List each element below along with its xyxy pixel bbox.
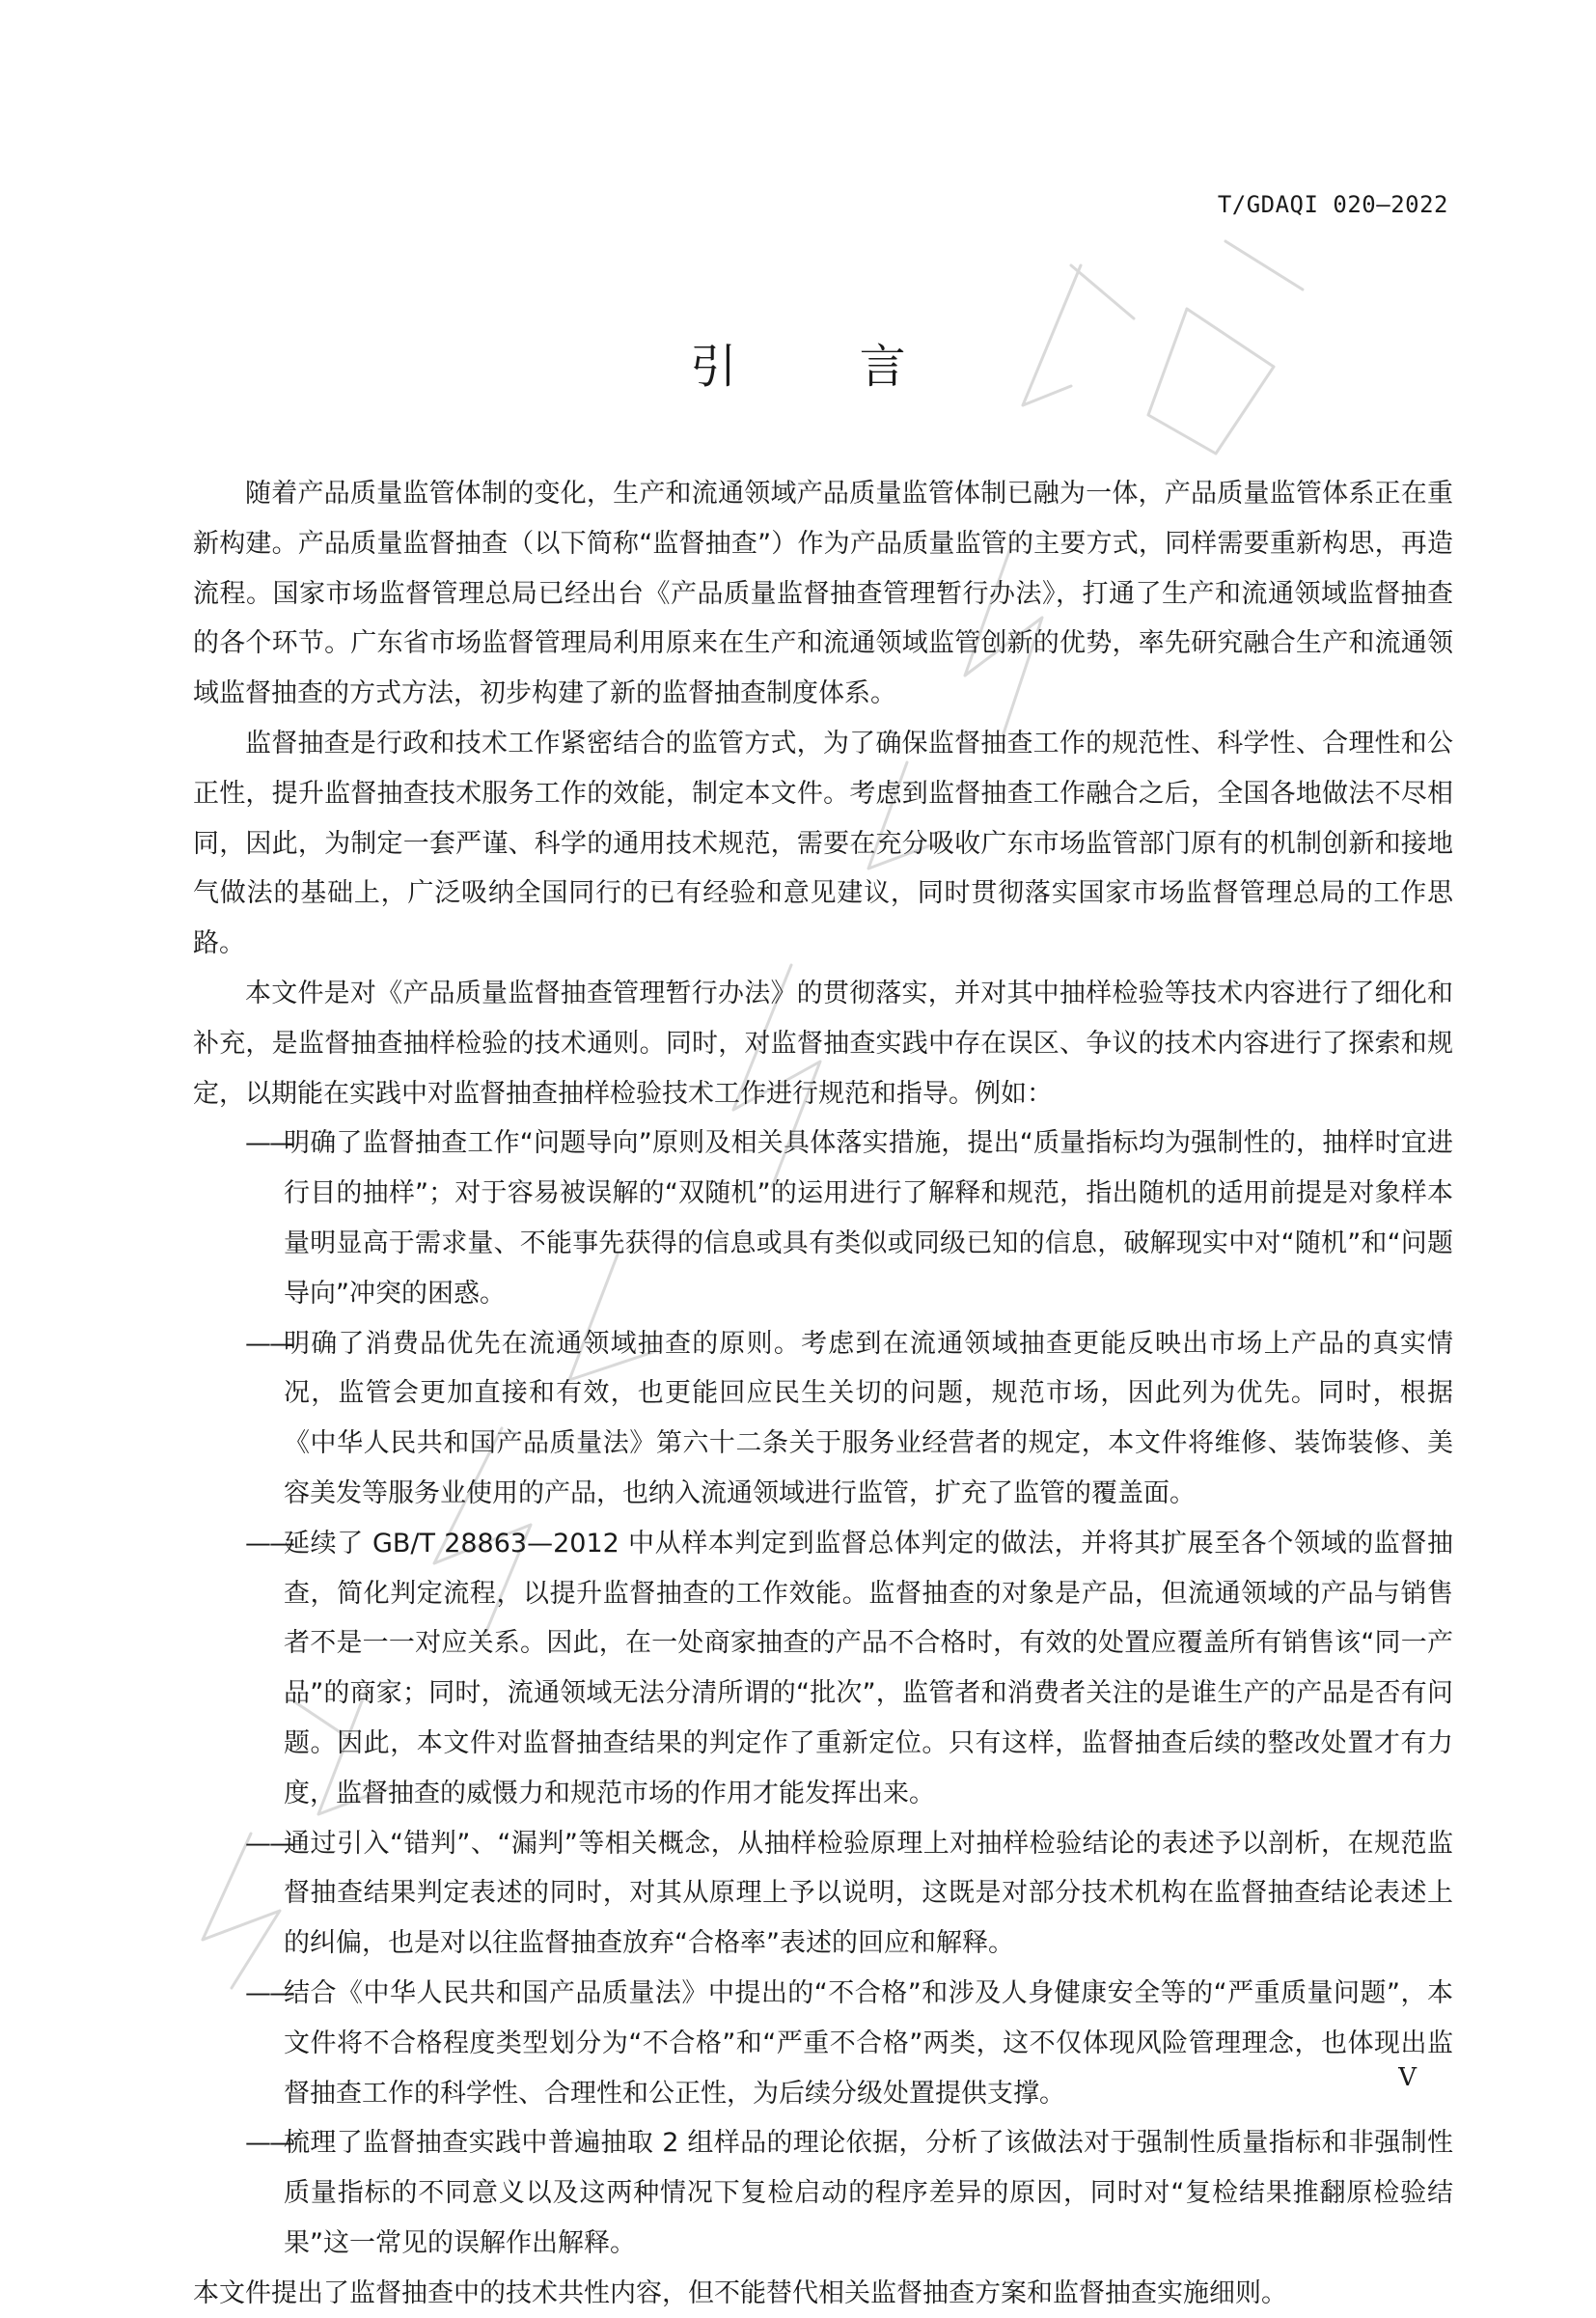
document-code: T/GDAQI 020—2022	[1217, 191, 1448, 218]
list-item	[193, 1519, 1453, 1819]
list-dash: ——	[245, 1977, 293, 2008]
list-dash: ——	[245, 1828, 293, 1859]
list-item	[193, 1118, 1453, 1318]
body-text	[193, 469, 1453, 2318]
closing-paragraph: 本文件提出了监督抽查中的技术共性内容，但不能替代相关监督抽查方案和监督抽查实施细则。	[193, 2277, 1287, 2308]
section-title: 引 言	[690, 340, 960, 394]
list-dash: ——	[245, 1328, 293, 1359]
list-item	[193, 1819, 1453, 1969]
paragraph: 本文件是对《产品质量监督抽查管理暂行办法》的贯彻落实，并对其中抽样检验等技术内容进行了细化和补充，是监督抽查抽样检验的技术通则。同时，对监督抽查实践中存在误区、争议的技术内容进行了探索和规定，以期能在实践中对监督抽查抽样检验技术工作进行规范和指导。例如：	[193, 978, 1453, 1109]
page-number: V	[1398, 2063, 1417, 2092]
list-item	[193, 1969, 1453, 2118]
paragraph: 监督抽查是行政和技术工作紧密结合的监管方式，为了确保监督抽查工作的规范性、科学性、合理性和公正性，提升监督抽查技术服务工作的效能，制定本文件。考虑到监督抽查工作融合之后，全国各地做法不尽相同，因此，为制定一套严谨、科学的通用技术规范，需要在充分吸收广东市场监管部门原有的机制创新和接地气做法的基础上，广泛吸纳全国同行的已有经验和意见建议，同时贯彻落实国家市场监督管理总局的工作思路。	[193, 728, 1453, 959]
list-dash: ——	[245, 2128, 293, 2159]
list-item-text: 明确了消费品优先在流通领域抽查的原则。考虑到在流通领域抽查更能反映出市场上产品的真实情况，监管会更加直接和有效，也更能回应民生关切的问题，规范市场，因此列为优先。同时，根据《中华人民共和国产品质量法》第六十二条关于服务业经营者的规定，本文件将维修、装饰装修、美容美发等服务业使用的产品，也纳入流通领域进行监管，扩充了监管的覆盖面。	[284, 1328, 1453, 1508]
list-dash: ——	[245, 1128, 293, 1159]
list-item-text: 梳理了监督抽查实践中普遍抽取 2 组样品的理论依据，分析了该做法对于强制性质量指标和非强制性质量指标的不同意义以及这两种情况下复检启动的程序差异的原因，同时对“复检结果推翻原检验结果”这一常见的误解作出解释。	[284, 2128, 1453, 2258]
list-item-text: 结合《中华人民共和国产品质量法》中提出的“不合格”和涉及人身健康安全等的“严重质量问题”，本文件将不合格程度类型划分为“不合格”和“严重不合格”两类，这不仅体现风险管理理念，也体现出监督抽查工作的科学性、合理性和公正性，为后续分级处置提供支撑。	[284, 1977, 1453, 2109]
list-item	[193, 1319, 1453, 1519]
list-item	[193, 2118, 1453, 2268]
list-dash: ——	[245, 1528, 293, 1559]
list-item-text: 通过引入“错判”、“漏判”等相关概念，从抽样检验原理上对抽样检验结论的表述予以剖析，在规范监督抽查结果判定表述的同时，对其从原理上予以说明，这既是对部分技术机构在监督抽查结论表述上的纠偏，也是对以往监督抽查放弃“合格率”表述的回应和解释。	[284, 1828, 1453, 1959]
list-item-text: 延续了 GB/T 28863—2012 中从样本判定到监督总体判定的做法，并将其扩展至各个领域的监督抽查，简化判定流程，以提升监督抽查的工作效能。监督抽查的对象是产品，但流通领域的产品与销售者不是一一对应关系。因此，在一处商家抽查的产品不合格时，有效的处置应覆盖所有销售该“同一产品”的商家；同时，流通领域无法分清所谓的“批次”，监管者和消费者关注的是谁生产的产品是否有问题。因此，本文件对监督抽查结果的判定作了重新定位。只有这样，监督抽查后续的整改处置才有力度，监督抽查的威慑力和规范市场的作用才能发挥出来。	[284, 1528, 1453, 1808]
list-item-text: 明确了监督抽查工作“问题导向”原则及相关具体落实措施，提出“质量指标均为强制性的，抽样时宜进行目的抽样”；对于容易被误解的“双随机”的运用进行了解释和规范，指出随机的适用前提是对象样本量明显高于需求量、不能事先获得的信息或具有类似或同级已知的信息，破解现实中对“随机”和“问题导向”冲突的困惑。	[284, 1128, 1453, 1309]
paragraph: 随着产品质量监管体制的变化，生产和流通领域产品质量监管体制已融为一体，产品质量监管体系正在重新构建。产品质量监督抽查（以下简称“监督抽查”）作为产品质量监管的主要方式，同样需要重新构思，再造流程。国家市场监督管理总局已经出台《产品质量监督抽查管理暂行办法》，打通了生产和流通领域监督抽查的各个环节。广东省市场监督管理局利用原来在生产和流通领域监管创新的优势，率先研究融合生产和流通领域监督抽查的方式方法，初步构建了新的监督抽查制度体系。	[193, 479, 1453, 709]
